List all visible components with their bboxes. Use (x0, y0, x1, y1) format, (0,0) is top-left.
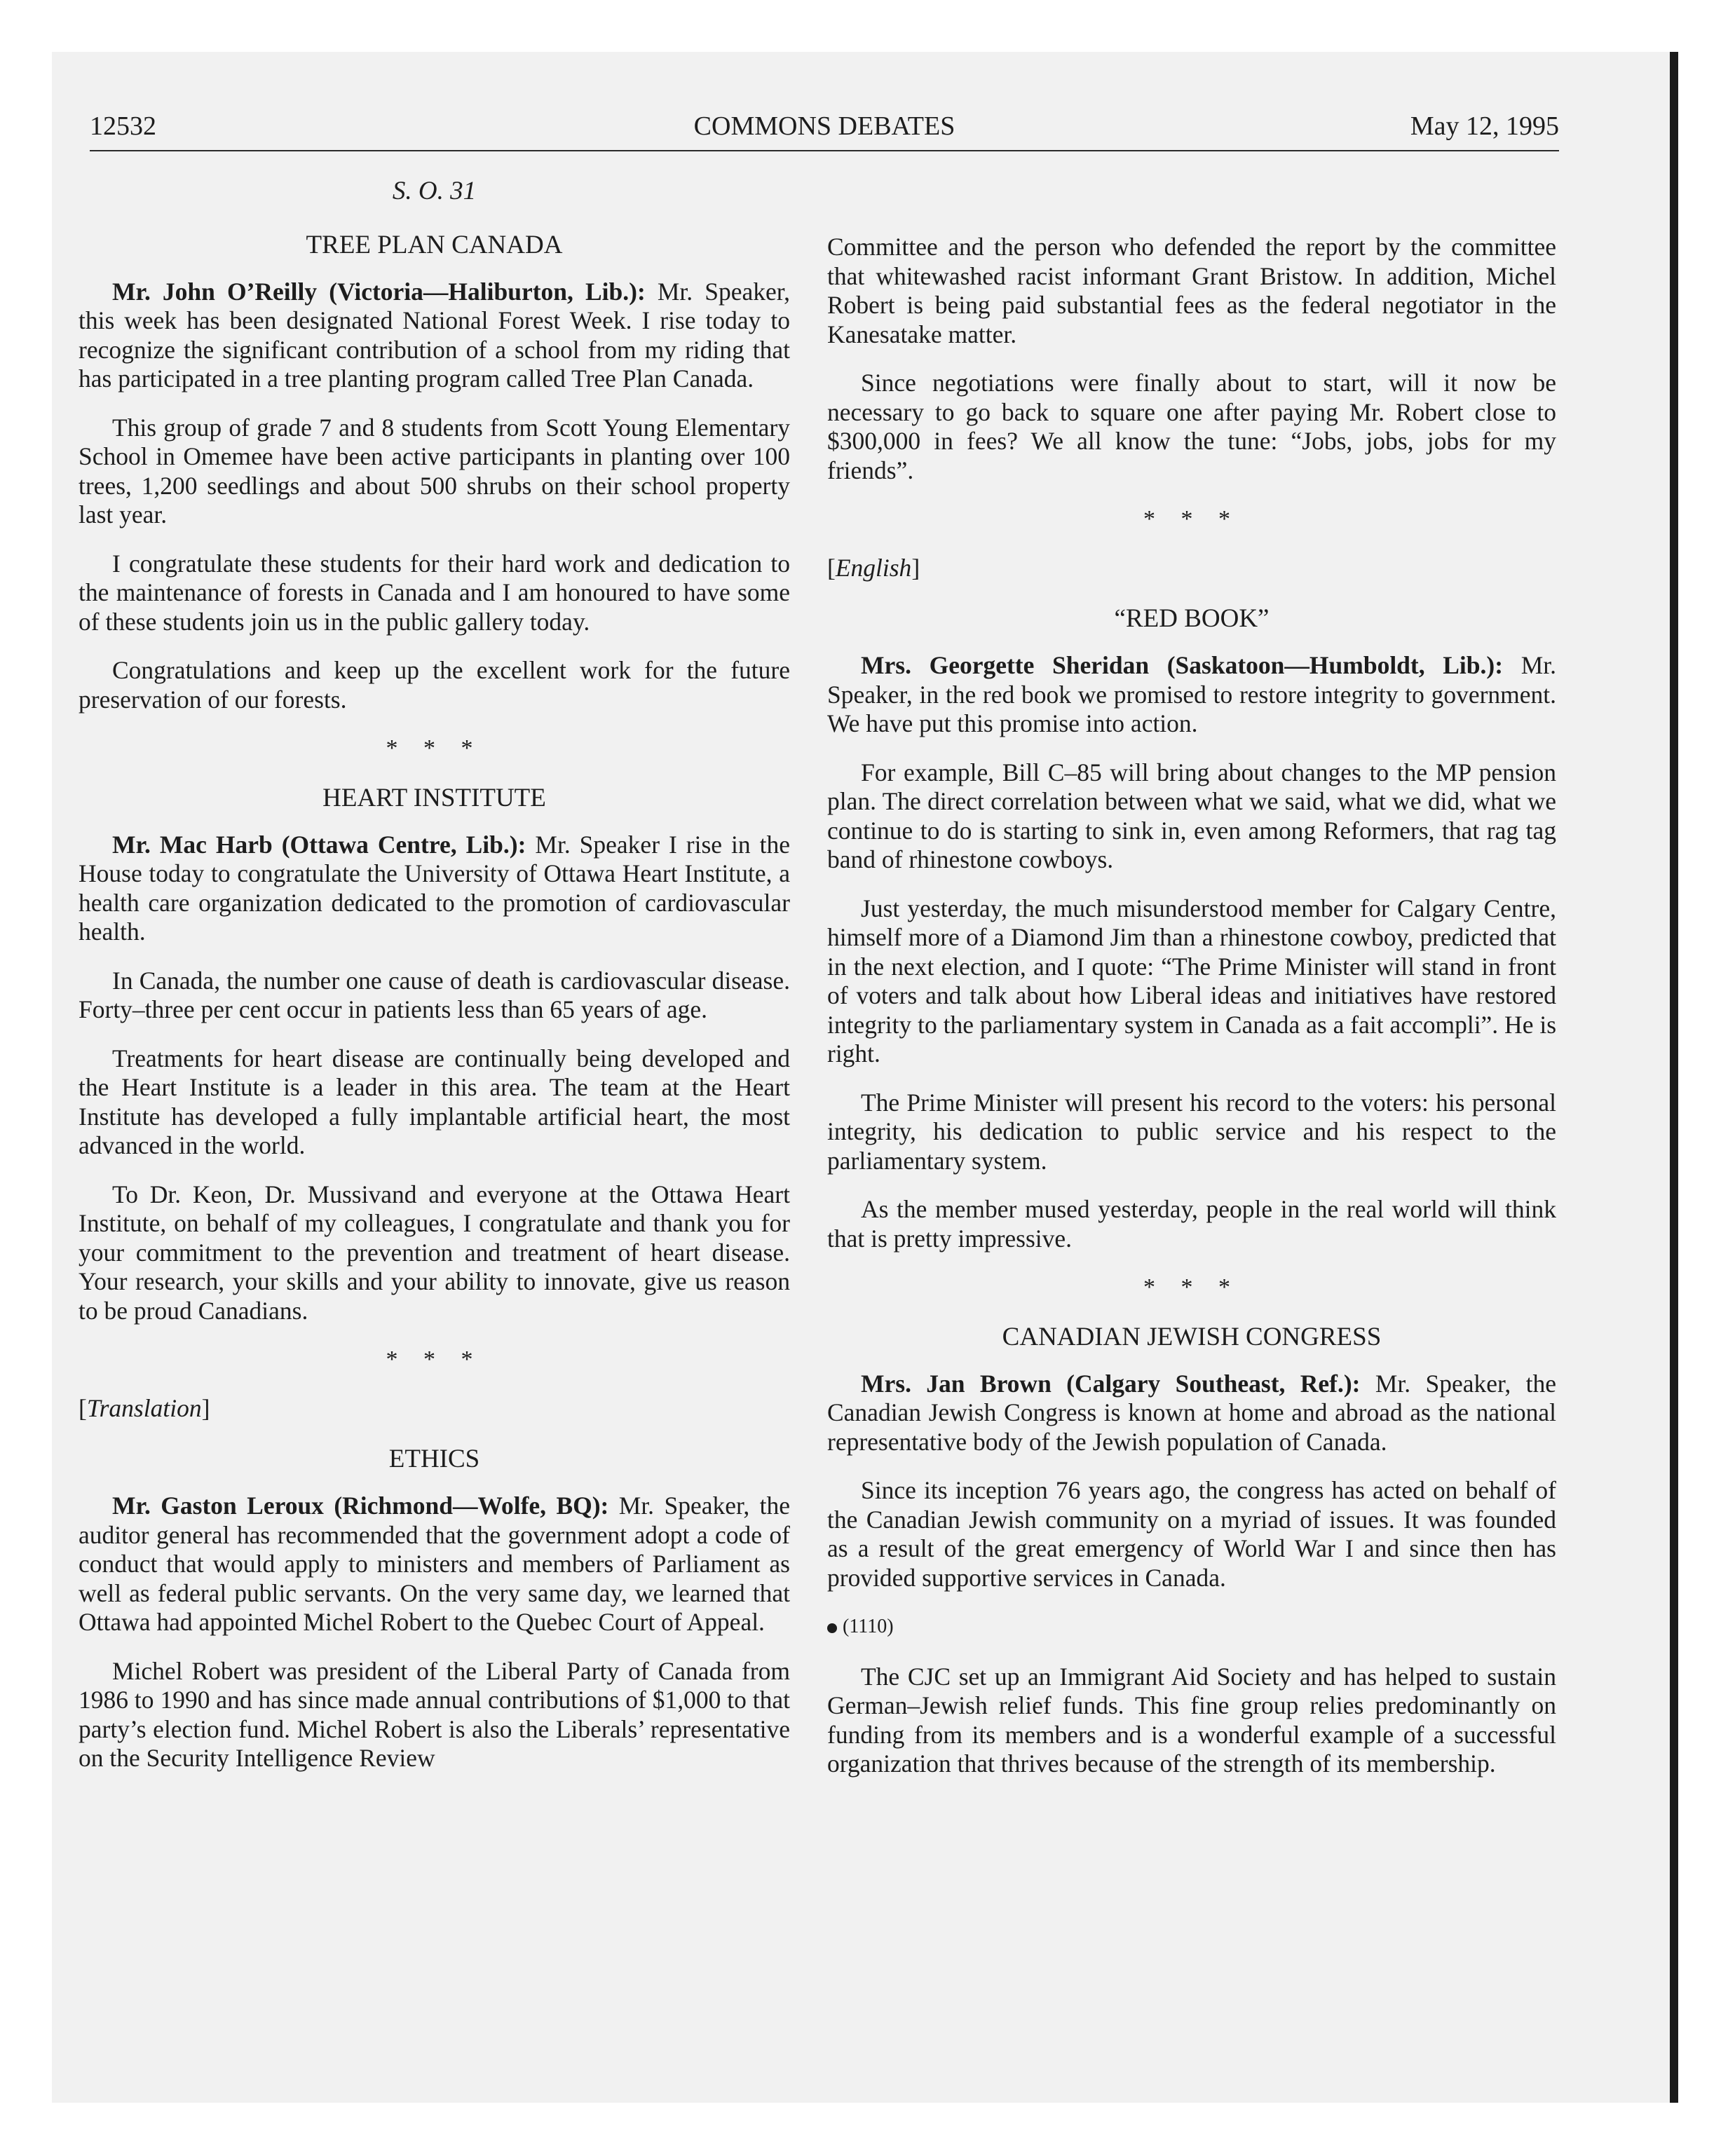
speaker-name: Mr. John O’Reilly (Victoria—Haliburton, Lib.): (112, 277, 646, 306)
paragraph: For example, Bill C–85 will bring about changes to the MP pension plan. The direct correlation between what we said, what we did, what we continue to do is starting to sink in, even among Reformers, that rag tag band of rhinestone cowboys. (827, 758, 1556, 873)
paragraph: Mrs. Georgette Sheridan (Saskatoon—Humboldt, Lib.): Mr. Speaker, in the red book we promised to restore integrity to government. We have put this promise into action. (827, 651, 1556, 737)
left-column (79, 177, 790, 1793)
heading-red-book: “RED BOOK” (1114, 604, 1270, 633)
section-separator: * * * (1143, 1274, 1240, 1300)
paragraph: I congratulate these students for their hard work and dedication to the maintenance of forests in Canada and I am honoured to have some of these students join us in the public gallery today. (79, 549, 790, 636)
bullet-icon (827, 1623, 837, 1633)
section-separator: * * * (1143, 506, 1240, 532)
scan-edge-bar (1670, 52, 1678, 2103)
language-note: [English] (827, 553, 920, 582)
speaker-name: Mr. Gaston Leroux (Richmond—Wolfe, BQ): (112, 1492, 609, 1520)
header-rule (90, 150, 1559, 151)
heading-ethics: ETHICS (388, 1445, 480, 1473)
paragraph: Mr. John O’Reilly (Victoria—Haliburton, Lib.): Mr. Speaker, this week has been designated National Forest Week. I rise today to recognize the significant contribution of a school from my riding that has participated in a tree planting program called Tree Plan Canada. (79, 277, 791, 393)
paragraph: The CJC set up an Immigrant Aid Society and has helped to sustain German–Jewish relief funds. This fine group relies predominantly on funding from its members and is a wonderful example of a successful organization that thrives because of the strength of its membership. (827, 1662, 1556, 1778)
section-separator: * * * (386, 1346, 483, 1372)
paragraph-continued: Committee and the person who defended the report by the committee that whitewashed racist informant Grant Bristow. In addition, Michel Robert is being paid substantial fees as the federal negotiator in the Kanesatake matter. (827, 233, 1556, 348)
section-separator: * * * (386, 735, 483, 761)
page-header (90, 111, 1559, 153)
paragraph: This group of grade 7 and 8 students from Scott Young Elementary School in Omemee have been active participants in planting over 100 trees, 1,200 seedlings and about 500 shrubs on their school property last year. (79, 413, 790, 528)
heading-canadian-jewish-congress: CANADIAN JEWISH CONGRESS (1002, 1322, 1382, 1351)
heading-tree-plan-canada: TREE PLAN CANADA (306, 230, 563, 259)
paragraph: Mr. Gaston Leroux (Richmond—Wolfe, BQ): Mr. Speaker, the auditor general has recommended that the government adopt a code of conduct that would apply to ministers and members of Parliament as well as federal public servants. On the very same day, we learned that Ottawa had appointed Michel Robert to the Quebec Court of Appeal. (79, 1492, 790, 1636)
heading-heart-institute: HEART INSTITUTE (322, 783, 546, 812)
paragraph: Michel Robert was president of the Liberal Party of Canada from 1986 to 1990 and has since made annual contributions of $1,000 to that party’s election fund. Michel Robert is also the Liberals’ representative on the Security Intelligence Review (79, 1656, 790, 1772)
paragraph: Congratulations and keep up the excellent work for the future preservation of our forests. (79, 656, 790, 714)
paragraph: To Dr. Keon, Dr. Mussivand and everyone at the Ottawa Heart Institute, on behalf of my colleagues, I congratulate and thank you for your commitment to the prevention and treatment of heart disease. Your research, your skills and your ability to innovate, give us reason to be proud Canadians. (79, 1180, 790, 1325)
paragraph: The Prime Minister will present his record to the voters: his personal integrity, his dedication to public service and his respect to the parliamentary system. (827, 1088, 1556, 1175)
standing-order-label: S. O. 31 (392, 177, 477, 205)
paragraph: Mr. Mac Harb (Ottawa Centre, Lib.): Mr. Speaker I rise in the House today to congratulate the University of Ottawa Heart Institute, a health care organization dedicated to the promotion of cardiovascular health. (79, 830, 791, 946)
page-number: 12532 (90, 111, 156, 141)
right-column (827, 233, 1556, 1799)
paragraph: As the member mused yesterday, people in the real world will think that is pretty impressive. (827, 1195, 1556, 1253)
paragraph: Mrs. Jan Brown (Calgary Southeast, Ref.): Mr. Speaker, the Canadian Jewish Congress is known at home and abroad as the national representative body of the Jewish population of Canada. (827, 1369, 1556, 1456)
time-marker: (1110) (827, 1612, 1556, 1642)
language-note: [Translation] (79, 1393, 210, 1422)
speaker-name: Mr. Mac Harb (Ottawa Centre, Lib.): (112, 830, 526, 859)
speaker-name: Mrs. Georgette Sheridan (Saskatoon—Humboldt, Lib.): (861, 651, 1504, 679)
publication-title: COMMONS DEBATES (693, 111, 955, 141)
paragraph: Since its inception 76 years ago, the congress has acted on behalf of the Canadian Jewish community on a myriad of issues. It was founded as a result of the great emergency of World War I and since then has provided supportive services in Canada. (827, 1476, 1556, 1592)
publication-date: May 12, 1995 (1410, 111, 1559, 141)
paragraph: In Canada, the number one cause of death is cardiovascular disease. Forty–three per cent occur in patients less than 65 years of age. (79, 966, 790, 1023)
speaker-name: Mrs. Jan Brown (Calgary Southeast, Ref.): (861, 1369, 1361, 1398)
paragraph: Treatments for heart disease are continually being developed and the Heart Institute is a leader in this area. The team at the Heart Institute has developed a fully implantable artificial heart, the most advanced in the world. (79, 1044, 790, 1159)
paragraph: Just yesterday, the much misunderstood member for Calgary Centre, himself more of a Diamond Jim than a rhinestone cowboy, predicted that in the next election, and I quote: “The Prime Minister will stand in front of voters and talk about how Liberal ideas and initiatives have restored integrity to the parliamentary system in Canada as a fait accompli”. He is right. (827, 894, 1557, 1067)
paragraph: Since negotiations were finally about to start, will it now be necessary to go back to square one after paying Mr. Robert close to $300,000 in fees? We all know the tune: “Jobs, jobs, jobs for my friends”. (827, 369, 1556, 484)
